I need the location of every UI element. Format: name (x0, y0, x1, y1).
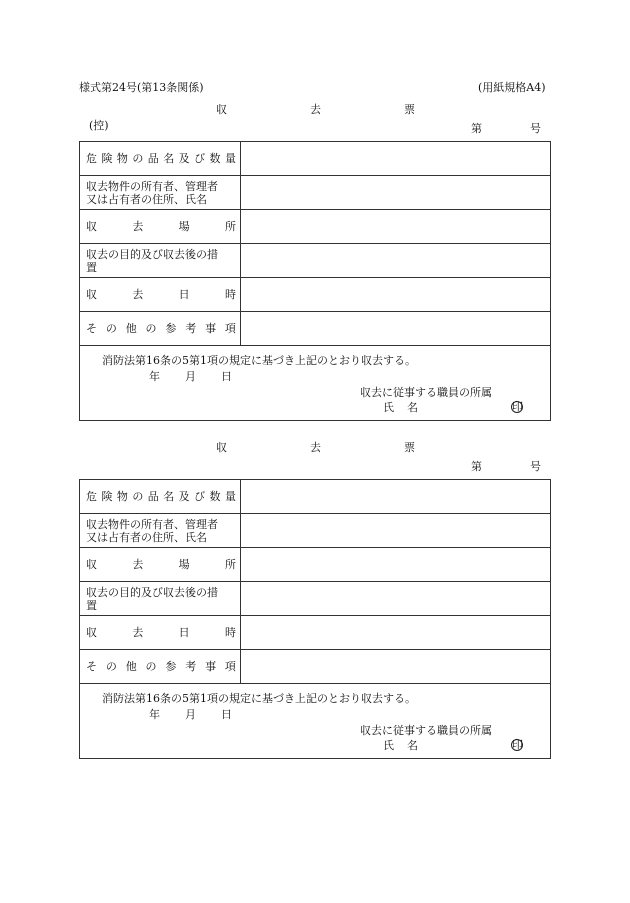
name-label-char: 名 (407, 401, 418, 414)
number-label-char: 号 (530, 122, 541, 135)
value-cell[interactable] (241, 582, 551, 616)
seal-icon: 印 (512, 400, 523, 413)
declaration-row (80, 684, 551, 759)
value-cell[interactable] (241, 650, 551, 684)
row-label-purpose: 収去の目的及び収去後の措 置 (80, 244, 241, 278)
row-label-datetime: 収 去 日 時 (80, 616, 241, 650)
declaration-text: 消防法第16条の5第1項の規定に基づき上記のとおり収去する。 (102, 692, 416, 705)
table-row (80, 244, 551, 278)
value-cell[interactable] (241, 210, 551, 244)
form-title-char: 票 (404, 103, 415, 116)
paper-size-label: (用紙規格A4) (478, 81, 546, 94)
form-title-char: 収 (216, 103, 227, 116)
declaration-cell (80, 346, 551, 421)
value-cell[interactable] (241, 480, 551, 514)
table-row (80, 176, 551, 210)
value-cell[interactable] (241, 548, 551, 582)
form-number-label: 様式第24号(第13条関係) (79, 81, 204, 94)
row-label-location: 収 去 場 所 (80, 210, 241, 244)
number-label-char: 第 (471, 460, 482, 473)
number-label-char: 第 (471, 122, 482, 135)
row-label-hazmat: 危 険 物 の 品 名 及 び 数 量 (80, 480, 241, 514)
row-label-hazmat: 危 険 物 の 品 名 及 び 数 量 (80, 142, 241, 176)
value-cell[interactable] (241, 142, 551, 176)
date-char: 日 (221, 370, 232, 383)
table-row (80, 616, 551, 650)
table-row (80, 582, 551, 616)
table-row (80, 548, 551, 582)
table-row (80, 210, 551, 244)
table-row (80, 650, 551, 684)
value-cell[interactable] (241, 616, 551, 650)
row-label-owner: 収去物件の所有者、管理者 又は占有者の住所、氏名 (80, 176, 241, 210)
date-char: 月 (185, 708, 196, 721)
value-cell[interactable] (241, 312, 551, 346)
table-row (80, 142, 551, 176)
form-title-char: 収 (216, 441, 227, 454)
form-title-char: 票 (404, 441, 415, 454)
row-label-owner: 収去物件の所有者、管理者 又は占有者の住所、氏名 (80, 514, 241, 548)
date-char: 日 (221, 708, 232, 721)
table-row (80, 514, 551, 548)
name-label-char: 名 (407, 739, 418, 752)
table-row (80, 312, 551, 346)
name-label-char: 氏 (383, 401, 394, 414)
seal-icon: 印 (512, 738, 523, 751)
form-table (79, 479, 551, 759)
row-label-location: 収 去 場 所 (80, 548, 241, 582)
table-row (80, 480, 551, 514)
form-title-char: 去 (310, 103, 321, 116)
number-label-char: 号 (530, 460, 541, 473)
value-cell[interactable] (241, 176, 551, 210)
row-label-other: そ の 他 の 参 考 事 項 (80, 312, 241, 346)
declaration-cell (80, 684, 551, 759)
form-title-char: 去 (310, 441, 321, 454)
row-label-datetime: 収 去 日 時 (80, 278, 241, 312)
value-cell[interactable] (241, 244, 551, 278)
value-cell[interactable] (241, 514, 551, 548)
copy-label: (控) (89, 119, 109, 132)
date-char: 年 (149, 708, 160, 721)
date-char: 月 (185, 370, 196, 383)
name-label-char: 氏 (383, 739, 394, 752)
row-label-other: そ の 他 の 参 考 事 項 (80, 650, 241, 684)
table-row (80, 278, 551, 312)
row-label-purpose: 収去の目的及び収去後の措 置 (80, 582, 241, 616)
staff-affiliation-label: 収去に従事する職員の所属 (360, 386, 492, 399)
staff-affiliation-label: 収去に従事する職員の所属 (360, 724, 492, 737)
date-char: 年 (149, 370, 160, 383)
declaration-text: 消防法第16条の5第1項の規定に基づき上記のとおり収去する。 (102, 354, 416, 367)
form-table (79, 141, 551, 421)
value-cell[interactable] (241, 278, 551, 312)
declaration-row (80, 346, 551, 421)
